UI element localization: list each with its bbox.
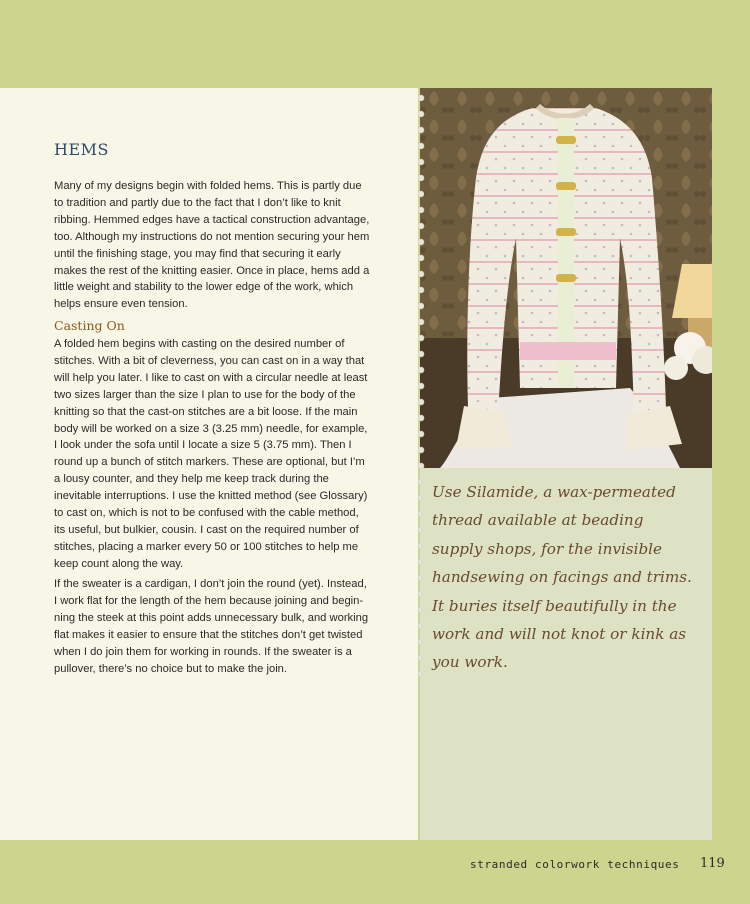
running-footer: stranded colorwork techniques bbox=[470, 858, 680, 871]
cardigan-paragraph: If the sweater is a cardigan, I don’t join the round (yet). Instead, I work flat for the length of the hem because joining and beginning the steek at this point adds unnecessary bulk, and working flat makes it easier to ensure that the stitches don’t get twisted when I do join them for working in rounds. If the sweater is a pullover, there’s no choice but to make the join. bbox=[54, 578, 369, 675]
subheading-casting-on: Casting On bbox=[54, 318, 125, 333]
top-margin-band bbox=[0, 0, 750, 88]
tip-text: Use Silamide, a wax-permeated thread available at beading supply shops, for the invisible handsewing on facings and trims. It buries itself beautifully in the work and will not knot or kink as you work. bbox=[432, 483, 692, 672]
section-heading-hems: HEMS bbox=[54, 140, 109, 159]
intro-paragraph: Many of my designs begin with folded hems. This is partly due to tradition and partly due to the fact that I don’t like to knit ribbing. Hemmed edges have a tactical construction advantage, too. Although my instructions do not mention securing your hem until the finishing stage, you may find that securing it early makes the rest of the knitting easier. Once in place, hems add a little weight and stability to the lower edge of the work, which helps ensure even tension. bbox=[54, 180, 370, 311]
page-number: 119 bbox=[700, 856, 725, 871]
cardigan-photo bbox=[420, 88, 712, 468]
casting-on-paragraph: A folded hem begins with casting on the desired number of stitches. With a bit of cleverness, you can cast on in a way that will help you later. I like to cast on with a circular needle at least two sizes larger than the size I plan to use for the body of the knitting so that the cast-on stitches are a bit loose. If the main body will be worked on a size 3 (3.25 mm) needle, for example, I look under the sofa until I locate a size 5 (3.75 mm). Then I round up a bunch of stitch markers. These are optional, but I’m a lousy counter, and they help me keep track during the inevitable interruptions. I use the knitted method (see Glossary) to cast on, which is not to be confused with the cable method, its useful, but bulkier, cousin. I cast on the required number of stitches, placing a marker every 50 or 100 stitches to help me keep count along the way. bbox=[54, 338, 368, 570]
